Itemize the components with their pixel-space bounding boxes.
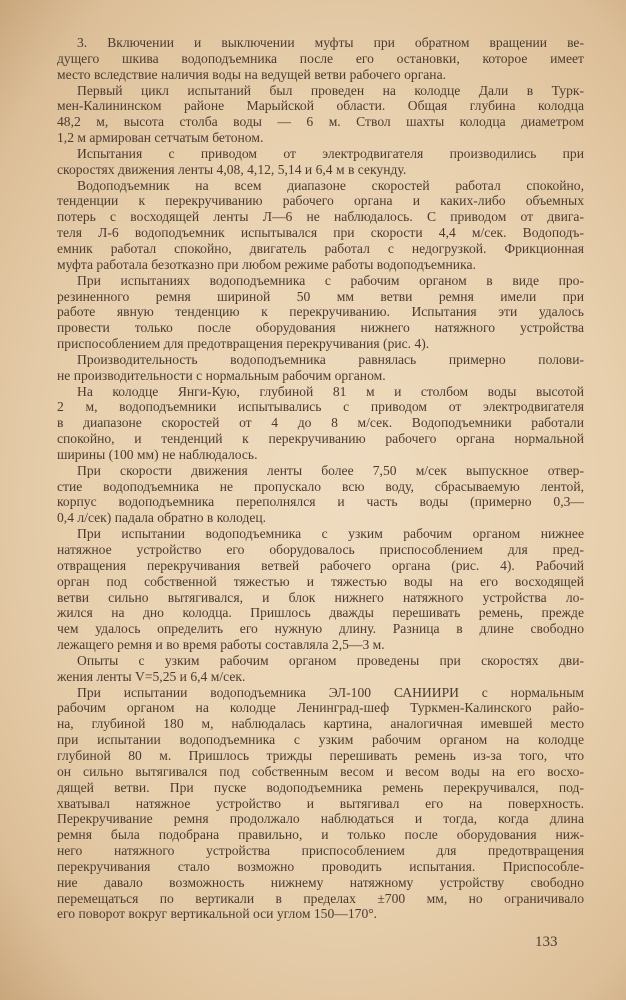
text-line: дущего шкива водоподъемника после его остановки, которое имеет	[57, 50, 584, 66]
text-line: чем удалось определить его нужную длину. Разница в длине свободно	[57, 621, 584, 637]
text-line: тенденции к перекручиванию рабочего органа и каких-либо объемных	[57, 193, 584, 209]
text-line: Первый цикл испытаний был проведен на колодце Дали в Турк-	[77, 82, 584, 98]
text-line: провести только после оборудования нижнего натяжного устройства	[57, 320, 584, 336]
text-line: лежащего ремня и во время работы составляла 2,5—3 м.	[57, 637, 385, 653]
text-line: теля Л-6 водоподъемник испытывался при скорости 4,4 м/сек. Водоподъ-	[57, 225, 584, 241]
text-line: место вследствие наличия воды на ведущей ветви рабочего органа.	[57, 66, 447, 82]
text-line: Опыты с узким рабочим органом проведены при скоростях дви-	[77, 652, 584, 668]
text-line: его поворот вокруг вертикальной оси углом 150—170°.	[57, 906, 378, 922]
text-line: отвращения перекручивания ветвей рабочего органа (рис. 4). Рабочий	[57, 557, 584, 573]
text-line: приспособлением для предотвращения перекручивания (рис. 4).	[57, 336, 430, 352]
text-line: ветви сильно вытягивался, и блок нижнего натяжного устройства ло-	[57, 589, 584, 605]
text-line: 1,2 м армирован сетчатым бетоном.	[57, 130, 264, 146]
text-line: Перекручивание ремня продолжало наблюдаться и тогда, когда длина	[57, 811, 584, 827]
text-line: скоростях движения ленты 4,08, 4,12, 5,14 и 6,4 м в секунду.	[57, 161, 407, 177]
text-line: При скорости движения ленты более 7,50 м/сек выпускное отвер-	[77, 462, 584, 478]
text-line: потерь с восходящей ленты Л—6 не наблюдалось. С приводом от двига-	[57, 209, 584, 225]
text-line: хватывал натяжное устройство и вытягивал его на поверхность.	[57, 795, 584, 811]
text-line: 0,4 л/сек) падала обратно в колодец.	[57, 510, 267, 526]
text-line: при испытании водоподъемника с узким рабочим органом на колодце	[57, 732, 584, 748]
text-line: ние давало возможность нижнему натяжному устройству свободно	[57, 874, 584, 890]
text-line: муфта работала безотказно при любом режиме работы водоподъемника.	[57, 256, 476, 272]
text-line: орган под собственной тяжестью и тяжестью воды на его восходящей	[57, 573, 584, 589]
text-line: него натяжного устройства приспособлением для предотвращения	[57, 843, 584, 859]
page-number: 133	[535, 934, 558, 950]
text-line: На колодце Янги-Кую, глубиной 81 м и столбом воды высотой	[77, 383, 584, 399]
text-line: ремня была подобрана правильно, и только после оборудования ниж-	[57, 827, 584, 843]
text-line: Производительность водоподъемника равнялась примерно полови-	[77, 351, 584, 367]
text-line: он сильно вытягивался под собственным весом и весом воды на его восхо-	[57, 763, 584, 779]
text-line: Водоподъемник на всем диапазоне скоростей работал спокойно,	[77, 177, 584, 193]
text-line: глубиной 80 м. Пришлось трижды перешивать ремень из-за того, что	[57, 747, 584, 763]
text-line: жился на дно колодца. Пришлось дважды перешивать ремень, прежде	[57, 605, 584, 621]
text-line: При испытании водоподъемника с узким рабочим органом нижнее	[77, 526, 584, 542]
text-line: спокойно, и тенденций к перекручиванию рабочего органа нормальной	[57, 431, 584, 447]
text-line: корпус водоподъемника переполнялся и часть воды (примерно 0,3—	[57, 494, 584, 510]
text-line: 48,2 м, высота столба воды — 6 м. Ствол шахты колодца диаметром	[57, 114, 584, 130]
text-line: ширины (100 мм) не наблюдалось.	[57, 446, 258, 462]
text-line: Испытания с приводом от электродвигателя производились при	[77, 145, 584, 161]
text-line: дящей ветви. При пуске водоподъемника ремень перекручивался, под-	[57, 779, 584, 795]
text-line: стие водоподъемника не пропускало всю воду, сбрасываемую лентой,	[57, 478, 584, 494]
text-line: натяжное устройство его оборудовалось приспособлением для пред-	[57, 542, 584, 557]
text-line: емник работал спокойно, двигатель работал с недогрузкой. Фрикционная	[57, 240, 584, 256]
text-line: При испытаниях водоподъемника с рабочим органом в виде про-	[77, 272, 584, 288]
text-line: работе явную тенденцию к перекручиванию. Испытания эти удалось	[57, 304, 584, 320]
text-line: мен-Калининском районе Марыйской области. Общая глубина колодца	[57, 98, 584, 114]
text-line: в диапазоне скоростей от 4 до 8 м/сек. Водоподъемники работали	[57, 415, 584, 431]
text-line: на, глубиной 180 м, наблюдалась картина, аналогичная имевшей место	[57, 716, 584, 732]
text-line: 3. Включении и выключении муфты при обратном вращении ве-	[77, 35, 584, 50]
text-line: резиненного ремня шириной 50 мм ветви ремня имели при	[57, 288, 584, 304]
text-line: 2 м, водоподъемники испытывались с приводом от электродвигателя	[57, 399, 584, 415]
text-line: рабочим органом на колодце Ленинград-шеф Туркмен-Калинского райо-	[57, 700, 584, 716]
text-line: не производительности с нормальным рабочим органом.	[57, 367, 386, 383]
text-line: При испытании водоподъемника ЭЛ-100 САНИИРИ с нормальным	[77, 684, 584, 700]
text-line: перекручивания стало возможно проводить испытания. Приспособле-	[57, 858, 584, 874]
text-line: жения ленты V=5,25 и 6,4 м/сек.	[57, 668, 246, 684]
text-line: перемещаться по вертикали в пределах ±700 мм, но ограничивало	[57, 890, 584, 906]
body-text	[57, 35, 584, 922]
